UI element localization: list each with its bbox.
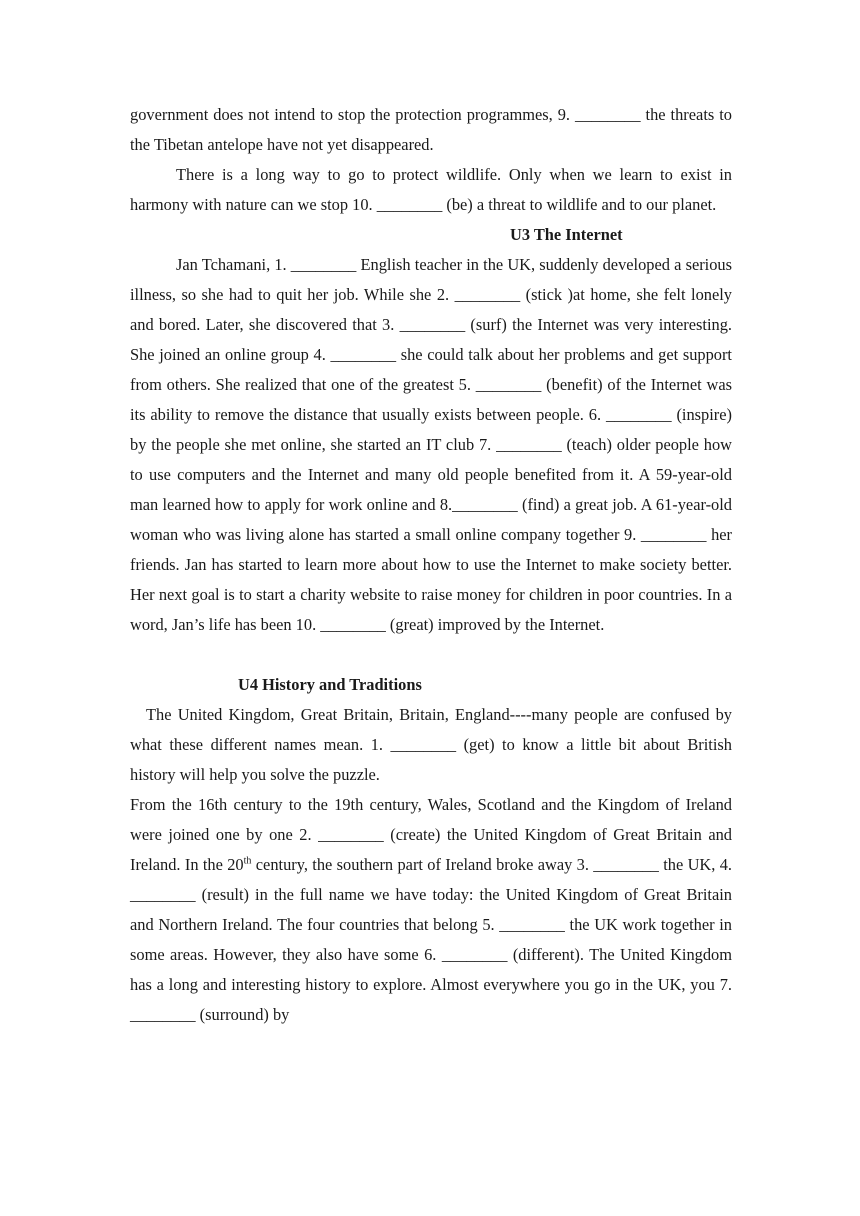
u4-passage-intro: The United Kingdom, Great Britain, Britain, England----many people are confused by what these different names mean. 1. ________ (get) to know a little bit about British history will help you solve the puzzle. (130, 705, 732, 784)
u2-passage-tail: government does not intend to stop the protection programmes, 9. ________ the threats to the Tibetan antelope have not yet disappeared. (130, 105, 732, 154)
u4-passage-history (130, 790, 732, 1030)
section-gap (130, 640, 732, 670)
ordinal-suffix: th (243, 855, 252, 867)
u4-text-part2: century, the southern part of Ireland broke away 3. ________ the UK, 4. ________ (result) in the full name we have today: the United Kingdom of Great Britain and Northern Ireland. The four countries that belong 5. ________ the UK work together in some areas. However, they also have some 6. ________ (different). The United Kingdom has a long and interesting history to explore. Almost everywhere you go in the UK, you 7. ________ (surround) by (130, 855, 733, 1024)
document-body (130, 100, 732, 1030)
u2-passage-closing: There is a long way to go to protect wildlife. Only when we learn to exist in harmony with nature can we stop 10. ________ (be) a threat to wildlife and to our planet. (130, 165, 732, 214)
u4-text-part1: From the 16th century to the 19th century, Wales, Scotland and the Kingdom of Ireland were joined one by one 2. ________ (create) the United Kingdom of Great Britain and Ireland. In the 20 (130, 795, 732, 874)
u3-heading: U3 The Internet (510, 225, 623, 244)
u3-passage: Jan Tchamani, 1. ________ English teacher in the UK, suddenly developed a serious illness, so she had to quit her job. While she 2. ________ (stick )at home, she felt lonely and bored. Later, she discovered that 3. ________ (surf) the Internet was very interesting. She joined an online group 4. ________ she could talk about her problems and get support from others. She realized that one of the greatest 5. ________ (benefit) of the Internet was its ability to remove the distance that usually exists between people. 6. ________ (inspire) by the people she met online, she started an IT club 7. ________ (teach) older people how to use computers and the Internet and many old people benefited from it. A 59-year-old man learned how to apply for work online and 8.________ (find) a great job. A 61-year-old woman who was living alone has started a small online company together 9. ________ her friends. Jan has started to learn more about how to use the Internet to make society better. Her next goal is to start a charity website to raise money for children in poor countries. In a word, Jan’s life has been 10. ________ (great) improved by the Internet. (130, 255, 732, 634)
u4-heading: U4 History and Traditions (238, 675, 422, 694)
